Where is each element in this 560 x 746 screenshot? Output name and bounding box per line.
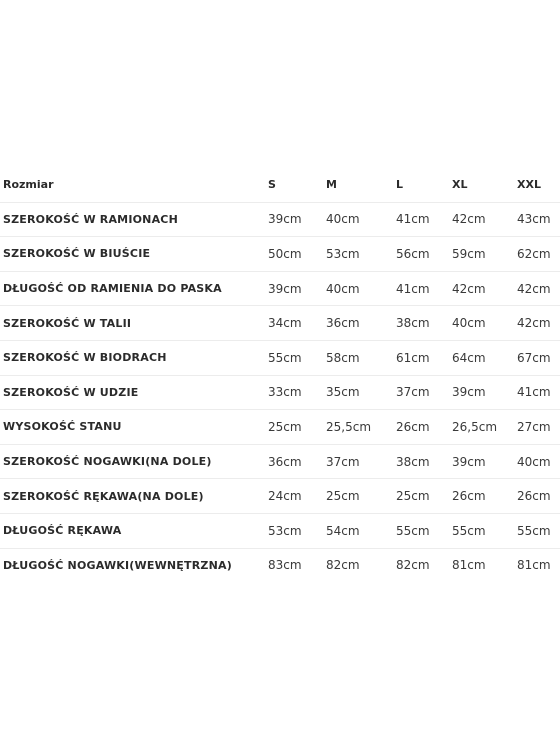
measurement-label: SZEROKOŚĆ W BIUŚCIE	[0, 237, 268, 272]
measurement-value-l: 26cm	[396, 410, 452, 445]
table-row	[0, 340, 560, 375]
measurement-value-xl: 39cm	[452, 375, 517, 410]
measurement-value-s: 33cm	[268, 375, 326, 410]
measurement-label: WYSOKOŚĆ STANU	[0, 410, 268, 445]
measurement-value-l: 55cm	[396, 513, 452, 548]
measurement-value-xl: 55cm	[452, 513, 517, 548]
header-size-xxl: XXL	[517, 168, 560, 202]
table-row	[0, 375, 560, 410]
measurement-value-m: 40cm	[326, 271, 396, 306]
table-row	[0, 202, 560, 237]
measurement-value-xxl: 81cm	[517, 558, 551, 573]
measurement-value-l: 37cm	[396, 375, 452, 410]
measurement-label: SZEROKOŚĆ W UDZIE	[0, 375, 268, 410]
measurement-value-xl: 42cm	[452, 271, 517, 306]
measurement-value-xl: 42cm	[452, 202, 517, 237]
measurement-value-xxl: 26cm	[517, 479, 560, 514]
measurement-value-xl: 39cm	[452, 444, 517, 479]
header-size-xl: XL	[452, 168, 517, 202]
table-row	[0, 513, 560, 548]
table-row	[0, 237, 560, 272]
size-chart-body	[0, 202, 560, 582]
measurement-value-xl: 81cm	[452, 558, 486, 573]
measurement-label: SZEROKOŚĆ NOGAWKI(NA DOLE)	[0, 444, 268, 479]
measurement-value-s: 39cm	[268, 202, 326, 237]
measurement-value-xl: 59cm	[452, 237, 517, 272]
measurement-label: SZEROKOŚĆ W BIODRACH	[0, 340, 268, 375]
measurement-value-m: 25cm	[326, 479, 396, 514]
measurement-value-l: 41cm	[396, 271, 452, 306]
size-chart-header	[0, 168, 560, 202]
measurement-value-s: 25cm	[268, 410, 326, 445]
measurement-value-xl: 64cm	[452, 340, 517, 375]
measurement-value-m: 82cm	[326, 558, 360, 573]
measurement-value-s: 83cm	[268, 558, 302, 573]
measurement-value-xl: 26cm	[452, 479, 517, 514]
measurement-value-s: 24cm	[268, 479, 326, 514]
header-size-m: M	[326, 168, 396, 202]
measurement-value-xxl: 42cm	[517, 306, 560, 341]
table-row	[0, 444, 560, 479]
measurement-value-s: 50cm	[268, 237, 326, 272]
measurement-value-l: 25cm	[396, 479, 452, 514]
header-size-s: S	[268, 168, 326, 202]
measurement-value-s: 39cm	[268, 271, 326, 306]
measurement-value-m: 35cm	[326, 375, 396, 410]
measurement-value-xxl: 27cm	[517, 410, 560, 445]
measurement-value-l: 61cm	[396, 340, 452, 375]
table-row	[0, 306, 560, 341]
measurement-value-m: 54cm	[326, 513, 396, 548]
header-row	[0, 168, 560, 202]
measurement-value-m: 40cm	[326, 202, 396, 237]
header-label-size: Rozmiar	[0, 168, 268, 202]
measurement-value-xl: 26,5cm	[452, 410, 517, 445]
measurement-value-xxl: 67cm	[517, 340, 560, 375]
measurement-label: DŁUGOŚĆ OD RAMIENIA DO PASKA	[0, 271, 268, 306]
measurement-value-xxl: 40cm	[517, 444, 560, 479]
measurement-value-l: 38cm	[396, 444, 452, 479]
measurement-value-xxl: 42cm	[517, 271, 560, 306]
size-chart-table	[0, 168, 560, 582]
measurement-value-m: 37cm	[326, 444, 396, 479]
measurement-value-xxl: 43cm	[517, 202, 560, 237]
measurement-value-l: 56cm	[396, 237, 452, 272]
measurement-value-s: 53cm	[268, 513, 326, 548]
measurement-value-xxl: 41cm	[517, 375, 560, 410]
measurement-value-xxl: 62cm	[517, 237, 560, 272]
measurement-label: DŁUGOŚĆ RĘKAWA	[0, 513, 268, 548]
measurement-value-m: 36cm	[326, 306, 396, 341]
table-row	[0, 271, 560, 306]
measurement-value-l: 41cm	[396, 202, 452, 237]
measurement-label: SZEROKOŚĆ W RAMIONACH	[0, 202, 268, 237]
measurement-value-m: 25,5cm	[326, 410, 396, 445]
measurement-label: SZEROKOŚĆ RĘKAWA(NA DOLE)	[0, 479, 268, 514]
measurement-value-xxl: 55cm	[517, 513, 560, 548]
header-size-l: L	[396, 168, 452, 202]
table-row	[0, 410, 560, 445]
table-row	[0, 548, 560, 582]
measurement-label: DŁUGOŚĆ NOGAWKI(WEWNĘTRZNA)	[3, 558, 232, 572]
measurement-label: SZEROKOŚĆ W TALII	[0, 306, 268, 341]
measurement-value-s: 55cm	[268, 340, 326, 375]
measurement-value-s: 36cm	[268, 444, 326, 479]
measurement-value-m: 58cm	[326, 340, 396, 375]
measurement-value-s: 34cm	[268, 306, 326, 341]
measurement-value-l: 82cm	[396, 558, 430, 573]
measurement-value-m: 53cm	[326, 237, 396, 272]
measurement-value-xl: 40cm	[452, 306, 517, 341]
measurement-value-l: 38cm	[396, 306, 452, 341]
table-row	[0, 479, 560, 514]
